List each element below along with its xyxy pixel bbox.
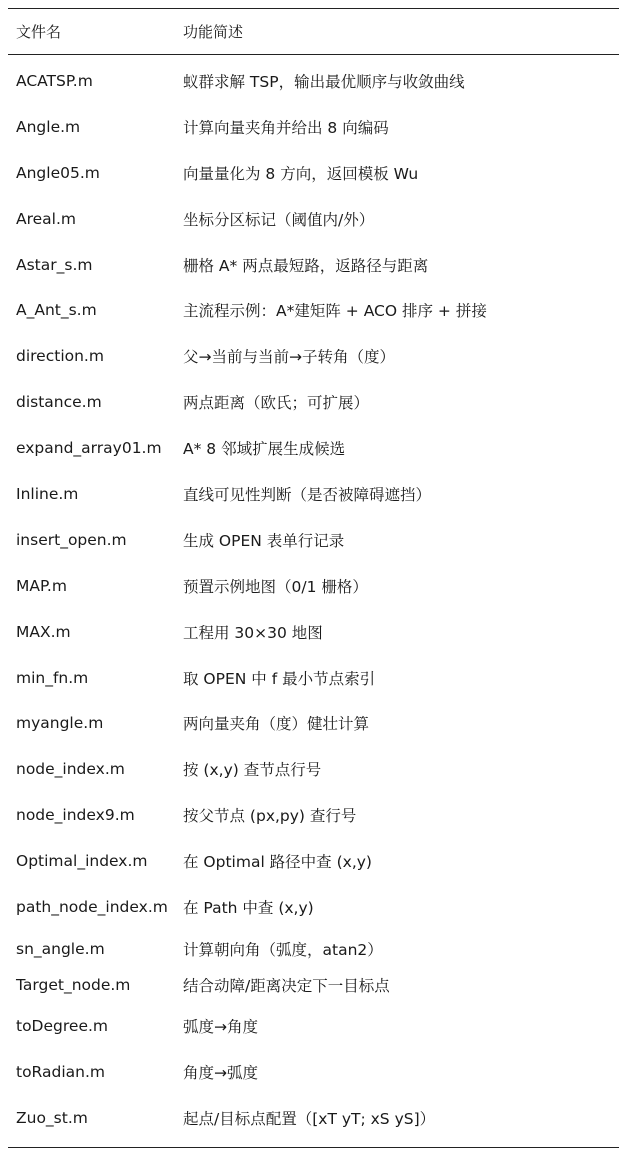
file-name-cell: Optimal_index.m — [16, 852, 148, 871]
file-name-cell: distance.m — [16, 393, 102, 412]
table-row — [8, 58, 619, 104]
file-name-cell: MAP.m — [16, 576, 67, 595]
file-name-cell: node_index.m — [16, 760, 125, 779]
table-row — [8, 333, 619, 379]
table-row — [8, 471, 619, 517]
header-description: 功能简述 — [183, 23, 244, 41]
description-cell: 预置示例地图（0/1 栅格） — [183, 577, 368, 596]
table-row — [8, 700, 619, 746]
description-cell: 父→当前与当前→子转角（度） — [183, 348, 395, 367]
table-row — [8, 838, 619, 884]
table-row — [8, 746, 619, 792]
table-row — [8, 1095, 619, 1141]
table-row — [8, 379, 619, 425]
table-row — [8, 609, 619, 655]
description-cell: 生成 OPEN 表单行记录 — [183, 531, 345, 550]
description-cell: 起点/目标点配置（[xT yT; xS yS]） — [183, 1109, 436, 1128]
file-name-cell: direction.m — [16, 347, 104, 366]
description-cell: 计算朝向角（弧度，atan2） — [183, 940, 383, 959]
file-name-cell: toDegree.m — [16, 1016, 109, 1035]
description-cell: 角度→弧度 — [183, 1063, 258, 1082]
file-name-cell: min_fn.m — [16, 668, 89, 687]
description-cell: 蚁群求解 TSP，输出最优顺序与收敛曲线 — [183, 72, 465, 91]
file-name-cell: A_Ant_s.m — [16, 301, 97, 320]
file-name-cell: Inline.m — [16, 484, 79, 503]
table-row — [8, 1003, 619, 1049]
description-cell: 两点距离（欧氏；可扩展） — [183, 394, 370, 413]
description-cell: 主流程示例：A*建矩阵 + ACO 排序 + 拼接 — [183, 302, 487, 321]
table-row — [8, 792, 619, 838]
file-name-cell: toRadian.m — [16, 1062, 105, 1081]
table-bottom-rule — [8, 1147, 619, 1148]
description-cell: 直线可见性判断（是否被障碍遮挡） — [183, 485, 432, 504]
table-row — [8, 104, 619, 150]
file-name-cell: Areal.m — [16, 209, 77, 228]
table-body — [8, 55, 619, 1147]
file-name-cell: myangle.m — [16, 714, 104, 733]
description-cell: 按 (x,y) 查节点行号 — [183, 761, 322, 780]
file-name-cell: Angle05.m — [16, 163, 100, 182]
table-row — [8, 242, 619, 288]
description-cell: 栅格 A* 两点最短路，返路径与距离 — [183, 256, 429, 275]
file-name-cell: sn_angle.m — [16, 939, 105, 958]
file-name-cell: Angle.m — [16, 117, 81, 136]
header-filename: 文件名 — [16, 23, 62, 41]
table-row — [8, 287, 619, 333]
description-cell: 结合动障/距离决定下一目标点 — [183, 977, 390, 996]
description-cell: 坐标分区标记（阈值内/外） — [183, 210, 375, 229]
table-row — [8, 150, 619, 196]
description-cell: 向量量化为 8 方向，返回模板 Wu — [183, 164, 419, 183]
table-row — [8, 968, 619, 1003]
table-row — [8, 196, 619, 242]
file-name-cell: Astar_s.m — [16, 255, 93, 274]
description-cell: 两向量夹角（度）健壮计算 — [183, 715, 370, 734]
table-row — [8, 1049, 619, 1095]
table-row — [8, 425, 619, 471]
description-cell: 在 Optimal 路径中查 (x,y) — [183, 853, 372, 872]
file-function-table — [8, 8, 619, 1148]
description-cell: 计算向量夹角并给出 8 向编码 — [183, 118, 389, 137]
file-name-cell: Zuo_st.m — [16, 1108, 88, 1127]
table-row — [8, 563, 619, 609]
table-row — [8, 884, 619, 930]
table-row — [8, 930, 619, 968]
table-header-row — [8, 9, 619, 54]
file-name-cell: ACATSP.m — [16, 71, 93, 90]
description-cell: 工程用 30×30 地图 — [183, 623, 323, 642]
file-name-cell: node_index9.m — [16, 806, 135, 825]
description-cell: A* 8 邻域扩展生成候选 — [183, 440, 346, 459]
file-name-cell: path_node_index.m — [16, 897, 168, 916]
file-name-cell: Target_node.m — [16, 976, 131, 995]
file-name-cell: expand_array01.m — [16, 439, 162, 458]
table-row — [8, 517, 619, 563]
description-cell: 按父节点 (px,py) 查行号 — [183, 807, 357, 826]
table-row — [8, 655, 619, 701]
file-name-cell: MAX.m — [16, 622, 71, 641]
description-cell: 取 OPEN 中 f 最小节点索引 — [183, 669, 376, 688]
file-name-cell: insert_open.m — [16, 530, 127, 549]
description-cell: 弧度→角度 — [183, 1017, 258, 1036]
description-cell: 在 Path 中查 (x,y) — [183, 898, 314, 917]
